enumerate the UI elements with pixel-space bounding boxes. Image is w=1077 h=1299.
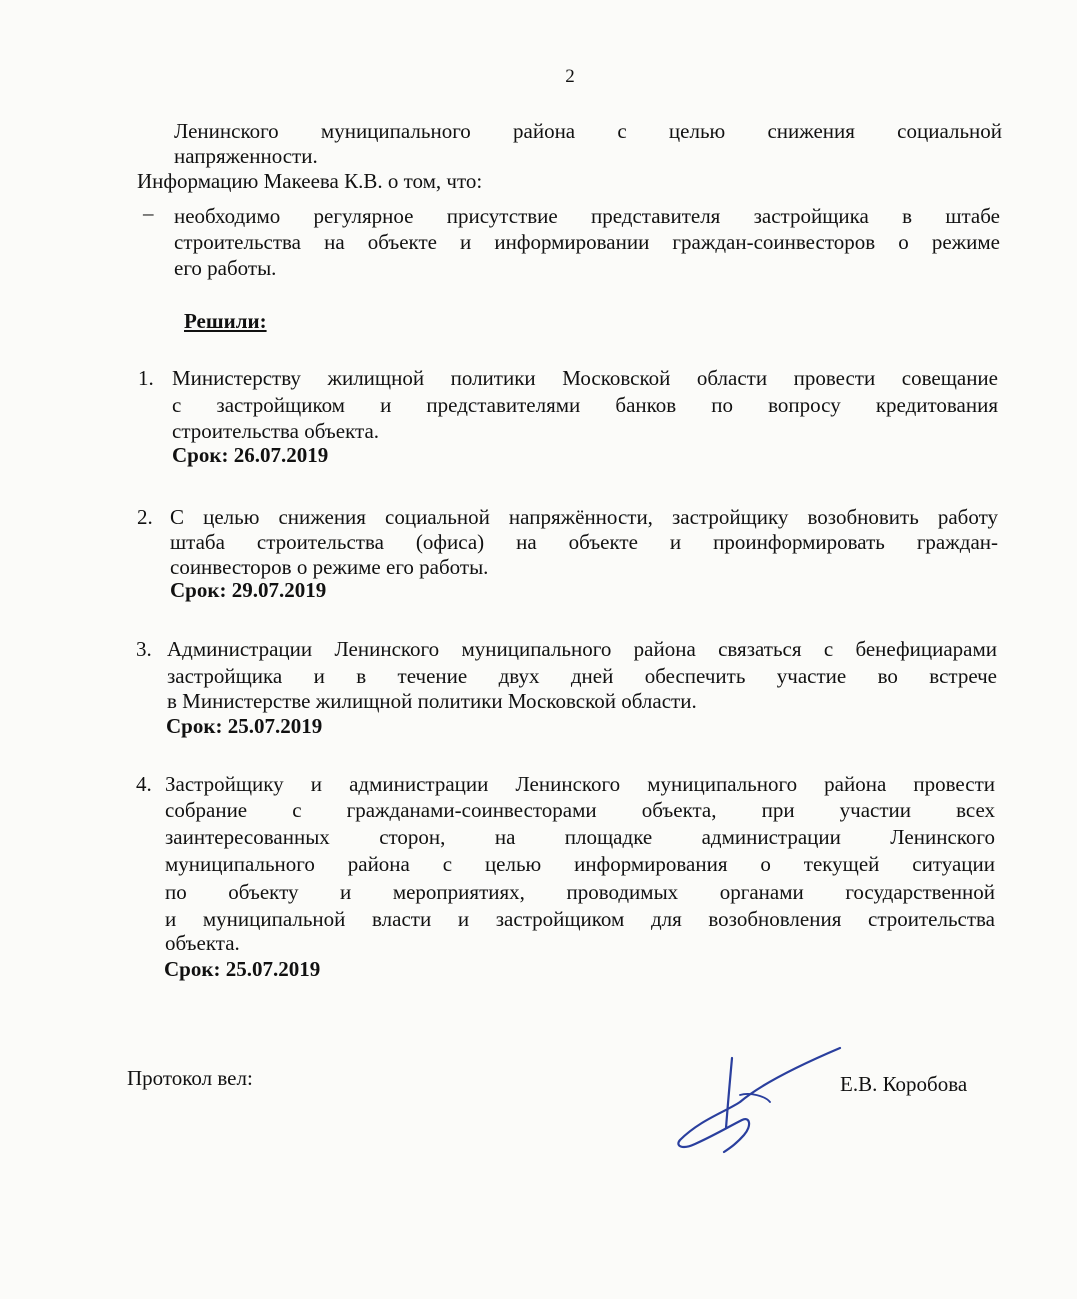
decision-1-line-2: с застройщиком и представителями банков по вопросу кредитования (172, 393, 998, 417)
decision-3-line-1: Администрации Ленинского муниципального района связаться с бенефициарами (167, 637, 997, 661)
decision-1-line-3: строительства объекта. (172, 419, 380, 443)
decision-4-deadline: Срок: 25.07.2019 (164, 957, 321, 981)
intro-line-2: напряженности. (174, 144, 318, 168)
section-heading: Решили: (184, 309, 267, 333)
decision-2-line-3: соинвесторов о режиме его работы. (170, 555, 489, 579)
decision-2-number: 2. (137, 505, 153, 529)
decision-4-line-3: заинтересованных сторон, на площадке администрации Ленинского (165, 825, 995, 849)
signature-label: Протокол вел: (127, 1066, 253, 1090)
handwritten-signature (670, 1040, 850, 1160)
decision-2-line-2: штаба строительства (офиса) на объекте и проинформировать граждан- (170, 530, 998, 554)
decision-4-line-1: Застройщику и администрации Ленинского муниципального района провести (165, 772, 995, 796)
decision-4-line-6: и муниципальной власти и застройщиком для возобновления строительства (165, 907, 995, 931)
intro-info: Информацию Макеева К.В. о том, что: (137, 169, 483, 193)
decision-2-line-1: С целью снижения социальной напряжённости, застройщику возобновить работу (170, 505, 998, 529)
decision-3-deadline: Срок: 25.07.2019 (166, 714, 323, 738)
page-number: 2 (565, 66, 575, 87)
decision-1-line-1: Министерству жилищной политики Московской области провести совещание (172, 366, 998, 390)
decision-3-line-3: в Министерстве жилищной политики Московской области. (167, 689, 697, 713)
decision-4-line-7: объекта. (165, 931, 240, 955)
intro-line-1: Ленинского муниципального района с целью снижения социальной (174, 119, 1002, 143)
bullet-line-2: строительства на объекте и информировании граждан-соинвесторов о режиме (174, 230, 1000, 254)
decision-3-number: 3. (136, 637, 152, 661)
decision-4-line-2: собрание с гражданами-соинвесторами объекта, при участии всех (165, 798, 995, 822)
bullet-line-1: необходимо регулярное присутствие представителя застройщика в штабе (174, 204, 1000, 228)
decision-4-line-5: по объекту и мероприятиях, проводимых органами государственной (165, 880, 995, 904)
signatory-name: Е.В. Коробова (840, 1072, 968, 1096)
decision-1-number: 1. (138, 366, 154, 390)
decision-4-number: 4. (136, 772, 152, 796)
decision-4-line-4: муниципального района с целью информирования о текущей ситуации (165, 852, 995, 876)
decision-1-deadline: Срок: 26.07.2019 (172, 443, 329, 467)
bullet-dash: – (143, 201, 154, 225)
decision-3-line-2: застройщика и в течение двух дней обеспечить участие во встрече (167, 664, 997, 688)
bullet-line-3: его работы. (174, 256, 277, 280)
decision-2-deadline: Срок: 29.07.2019 (170, 578, 327, 602)
